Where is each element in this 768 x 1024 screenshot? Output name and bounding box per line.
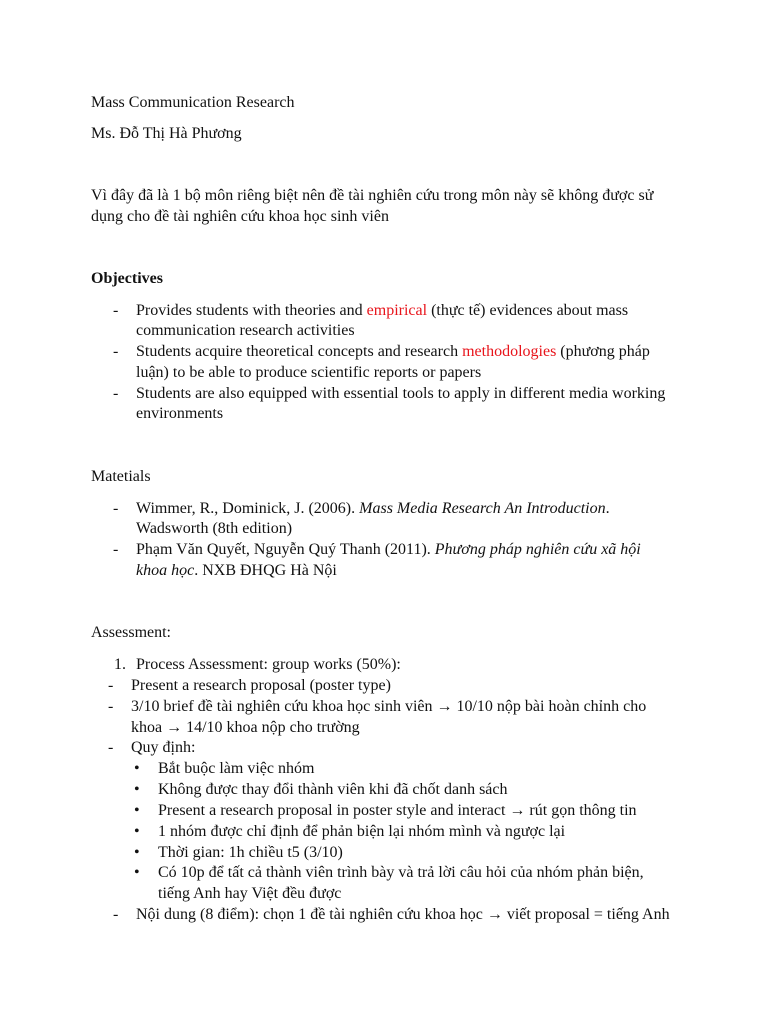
assessment-heading: Assessment: [91, 624, 171, 641]
rule-1-bullet: • [134, 760, 140, 777]
objective-3-marker: - [113, 385, 119, 402]
material-2-publisher: . NXB ĐHQG Hà Nội [194, 562, 337, 579]
material-2-authors: Phạm Văn Quyết, Nguyễn Quý Thanh (2011). [136, 541, 435, 558]
objective-1-highlight: empirical [366, 302, 428, 319]
rule-2-bullet: • [134, 781, 140, 798]
objective-2-text-b: (phương pháp [556, 343, 650, 360]
course-title: Mass Communication Research [91, 94, 295, 111]
material-1-book-title: Mass Media Research An Introduction [359, 500, 606, 517]
rule-6-bullet: • [134, 864, 140, 881]
material-2-line-1 [136, 540, 641, 560]
rule-6-line-2: tiếng Anh hay Việt đều được [158, 885, 342, 902]
objective-2-line-1 [136, 342, 650, 362]
objective-1-text-a: Provides students with theories and [136, 302, 367, 319]
assessment-item-proposal: Present a research proposal (poster type) [131, 677, 391, 694]
rule-3: Present a research proposal in poster style and interact → rút gọn thông tin [158, 802, 637, 819]
objective-1-marker: - [113, 302, 119, 319]
intro-line-2: dụng cho đề tài nghiên cứu khoa học sinh viên [91, 208, 389, 225]
materials-heading: Matetials [91, 468, 151, 485]
assessment-dash-2: - [108, 698, 114, 715]
assessment-dash-4: - [113, 906, 119, 923]
rule-5: Thời gian: 1h chiều t5 (3/10) [158, 844, 343, 861]
objective-2-highlight: methodologies [462, 343, 557, 360]
rule-6-line-1: Có 10p để tất cả thành viên trình bày và trả lời câu hỏi của nhóm phản biện, [158, 864, 644, 881]
objective-2-text-a: Students acquire theoretical concepts and research [136, 343, 463, 360]
material-2-book-title-cont: khoa học [136, 562, 195, 579]
rule-3-bullet: • [134, 802, 140, 819]
assessment-dash-1: - [108, 677, 114, 694]
objective-1-line-2: communication research activities [136, 322, 355, 339]
material-2-marker: - [113, 541, 119, 558]
objective-3-line-2: environments [136, 405, 224, 422]
material-2-book-title: Phương pháp nghiên cứu xã hội [434, 541, 641, 558]
assessment-item-rules: Quy định: [131, 739, 196, 756]
objective-2-line-2: luận) to be able to produce scientific reports or papers [136, 364, 482, 381]
assessment-item-timeline-2: khoa → 14/10 khoa nộp cho trường [131, 719, 360, 736]
rule-4-bullet: • [134, 823, 140, 840]
objective-1-text-b: (thực tế) evidences about mass [427, 302, 629, 319]
objective-1-line-1 [136, 301, 628, 321]
rule-4: 1 nhóm được chỉ định để phản biện lại nhóm mình và ngược lại [158, 823, 566, 840]
objective-2-marker: - [113, 343, 119, 360]
material-1-marker: - [113, 500, 119, 517]
objectives-heading: Objectives [91, 270, 163, 287]
material-1-authors: Wimmer, R., Dominick, J. (2006). [136, 500, 360, 517]
material-1-line-2: Wadsworth (8th edition) [136, 520, 293, 537]
rule-5-bullet: • [134, 844, 140, 861]
objective-3-line-1: Students are also equipped with essential tools to apply in different media working [136, 385, 666, 402]
assessment-item-content: Nội dung (8 điểm): chọn 1 đề tài nghiên cứu khoa học → viết proposal = tiếng Anh [136, 906, 670, 923]
intro-line-1: Vì đây đã là 1 bộ môn riêng biệt nên đề tài nghiên cứu trong môn này sẽ không được sử [91, 187, 654, 204]
process-assessment-label: Process Assessment: group works (50%): [136, 656, 401, 673]
assessment-number-1: 1. [114, 656, 126, 673]
rule-2: Không được thay đổi thành viên khi đã chốt danh sách [158, 781, 508, 798]
assessment-dash-3: - [108, 739, 114, 756]
material-1-period: . [605, 500, 610, 517]
material-1-line-1 [136, 499, 610, 519]
lecturer-name: Ms. Đỗ Thị Hà Phương [91, 125, 242, 142]
material-2-line-2 [136, 561, 337, 581]
assessment-item-timeline-1: 3/10 brief đề tài nghiên cứu khoa học sinh viên → 10/10 nộp bài hoàn chỉnh cho [131, 698, 647, 715]
rule-1: Bắt buộc làm việc nhóm [158, 760, 315, 777]
